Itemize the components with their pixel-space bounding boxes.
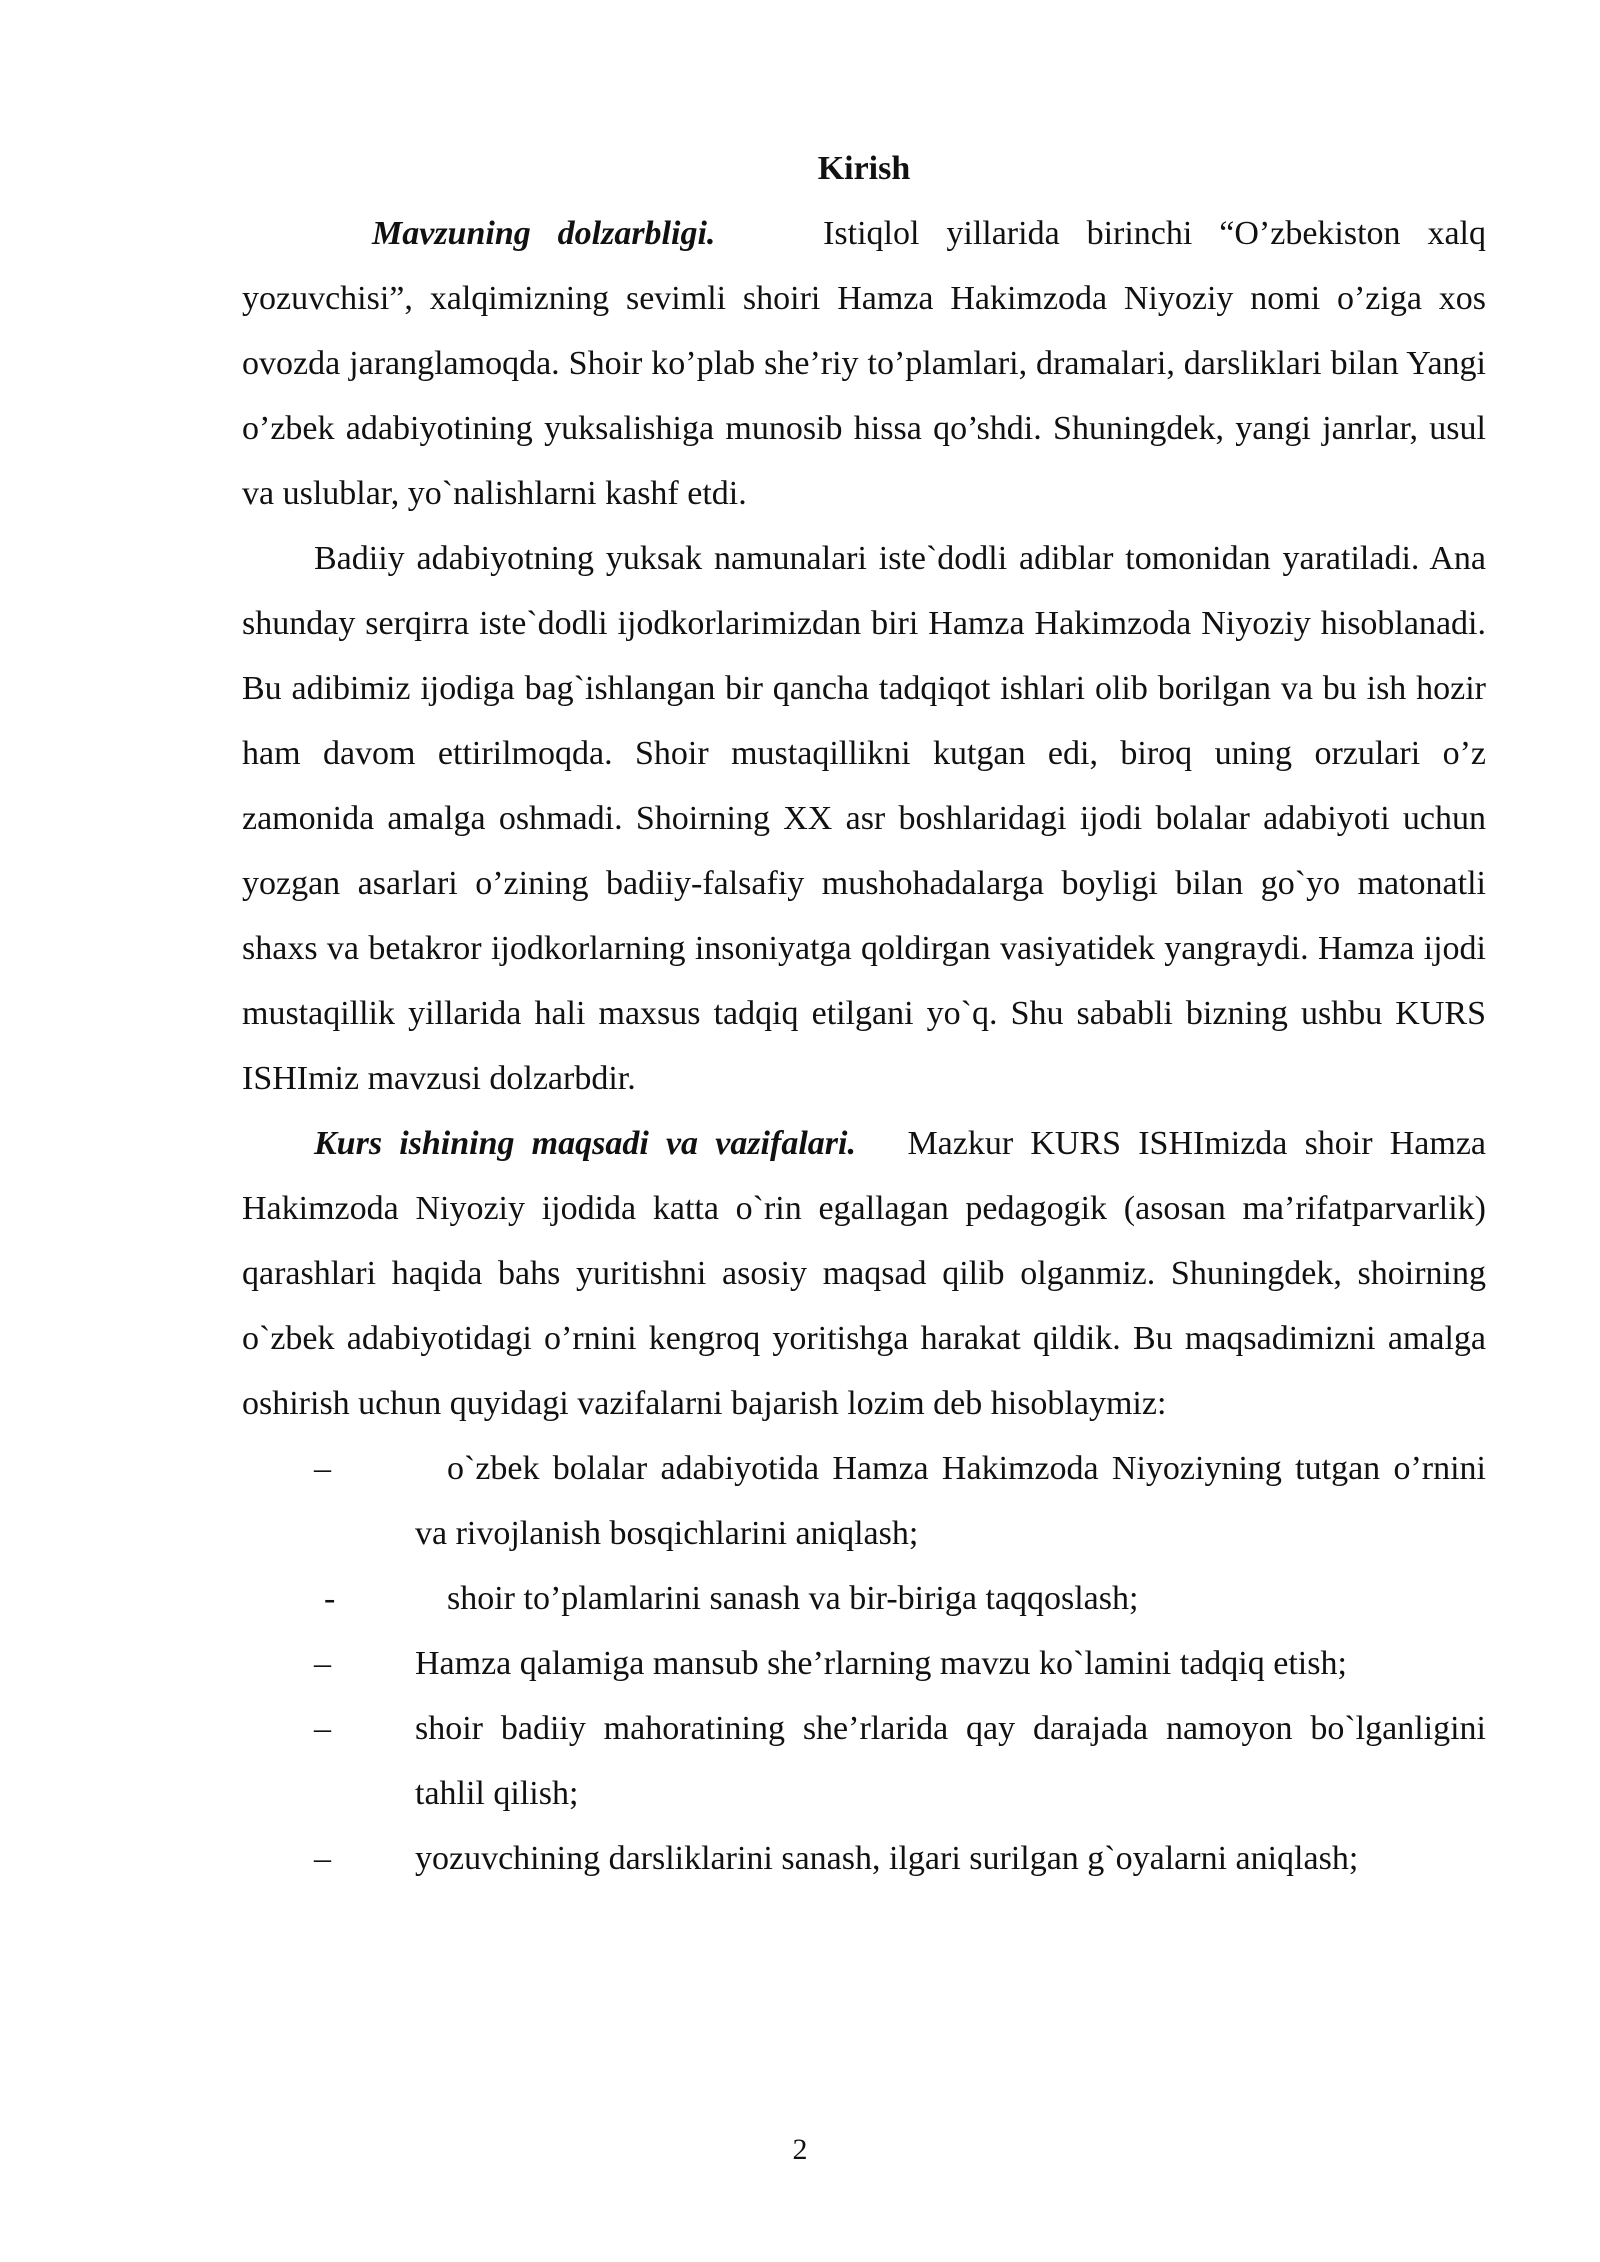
list-item: [242, 1566, 1486, 1631]
section-title: Kirish: [817, 150, 911, 187]
paragraph-literature: Badiiy adabiyotning yuksak namunalari iste`dodli adiblar tomonidan yaratiladi. Ana shunday serqirra iste`dodli ijodkorlarimizdan biri Hamza Hakimzoda Niyoziy hisoblanadi. Bu adibimiz ijodiga bag`ishlangan bir qancha tadqiqot ishlari olib borilgan va bu ish hozir ham davom ettirilmoqda. Shoir mustaqillikni kutgan edi, biroq uning orzulari o’z zamonida amalga oshmadi. Shoirning XX asr boshlaridagi ijodi bolalar adabiyoti uchun yozgan asarlari o’zining badiiy-falsafiy mushohadalarga boyligi bilan go`yo matonatli shaxs va betakror ijodkorlarning insoniyatga qoldirgan vasiyatidek yangraydi. Hamza ijodi mustaqillik yillarida hali maxsus tadqiq etilgani yo`q. Shu sababli bizning ushbu KURS ISHImiz mavzusi dolzarbdir.: [242, 540, 1486, 1097]
dash-marker: –: [314, 1450, 331, 1487]
tasks-list: [242, 1436, 1486, 1891]
relevance-heading: Mavzuning dolzarbligi.: [372, 215, 716, 252]
paragraph-relevance: [242, 201, 1486, 526]
list-item: [242, 1826, 1486, 1891]
task-text: shoir to’plamlarini sanash va bir-biriga taqqoslash;: [447, 1580, 1139, 1617]
list-item: [242, 1436, 1486, 1566]
relevance-text: Istiqlol yillarida birinchi “O’zbekiston xalq yozuvchisi”, xalqimizning sevimli shoiri Hamza Hakimzoda Niyoziy nomi o’ziga xos ovozda jaranglamoqda. Shoir ko’plab she’riy to’plamlari, dramalari, darsliklari bilan Yangi o’zbek adabiyotining yuksalishiga munosib hissa qo’shdi. Shuningdek, yangi janrlar, usul va uslublar, yo`nalishlarni kashf etdi.: [242, 215, 1486, 512]
page-content: [242, 136, 1486, 1891]
task-text: yozuvchining darsliklarini sanash, ilgari surilgan g`oyalarni aniqlash;: [415, 1840, 1359, 1877]
task-text: o`zbek bolalar adabiyotida Hamza Hakimzoda Niyoziyning tutgan o’rnini va rivojlanish bosqichlarini aniqlash;: [415, 1450, 1486, 1552]
dash-marker: –: [314, 1840, 331, 1877]
dash-marker: –: [314, 1645, 331, 1682]
paragraph-goals: [242, 1111, 1486, 1436]
list-item: [242, 1696, 1486, 1826]
goals-text: Mazkur KURS ISHImizda shoir Hamza Hakimzoda Niyoziy ijodida katta o`rin egallagan pedagogik (asosan ma’rifatparvarlik) qarashlari haqida bahs yuritishni asosiy maqsad qilib olganmiz. Shuningdek, shoirning o`zbek adabiyotidagi o’rnini kengroq yoritishga harakat qildik. Bu maqsadimizni amalga oshirish uchun quyidagi vazifalarni bajarish lozim deb hisoblaymiz:: [242, 1125, 1487, 1422]
task-text: Hamza qalamiga mansub she’rlarning mavzu ko`lamini tadqiq etish;: [415, 1645, 1347, 1682]
goals-heading: Kurs ishining maqsadi va vazifalari.: [314, 1125, 856, 1162]
dash-marker: -: [324, 1580, 336, 1617]
dash-marker: –: [314, 1710, 331, 1747]
task-text: shoir badiiy mahoratining she’rlarida qay darajada namoyon bo`lganligini tahlil qilish;: [415, 1710, 1486, 1812]
page-number: 2: [792, 2133, 808, 2166]
list-item: [242, 1631, 1486, 1696]
